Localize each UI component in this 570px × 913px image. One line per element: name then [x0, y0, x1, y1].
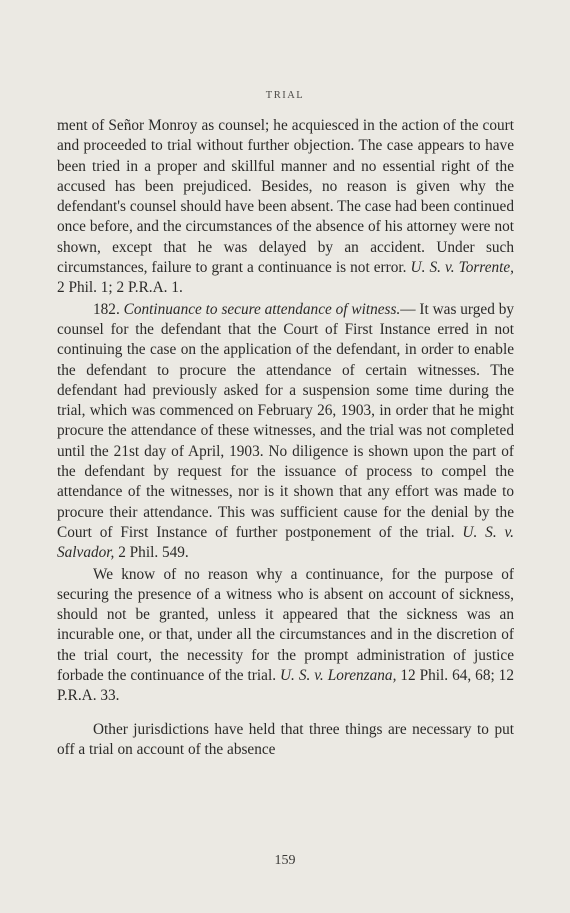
case-citation: U. S. v. Lorenzana,: [279, 667, 397, 685]
text-run: We know of no reason why a continuance, for the purpose of securing the presence of a witness who is absent on account of sickness, should not be granted, unless it appeared that the sickness was an incurable one, or that, under all the circumstances and in the discretion of the trial court, the necessity for the prompt administration of justice forbade the continuance of the trial.: [57, 565, 514, 685]
case-citation: U. S. v. Salvador,: [57, 523, 514, 562]
text-run: 12 Phil. 64, 68; 12 P.R.A. 33.: [57, 667, 514, 705]
case-citation: U. S. v. Torrente,: [410, 259, 514, 277]
text-run: 2 Phil. 549.: [114, 544, 189, 562]
text-run: ment of Señor Monroy as counsel; he acquiesced in the action of the court and proceeded to trial without further objection. The case appears to have been tried in a proper and skillful manner and no essential right of the accused has been prejudiced. Besides, no reason is given why the defendant's counsel should have been absent. The case had been continued once before, and the circumstances of the absence of his attorney were not shown, except that he was delayed by an accident. Under such circumstances, failure to grant a continuance is not error.: [57, 117, 514, 277]
paragraph-continuation: [57, 116, 514, 299]
body-text: [57, 116, 514, 760]
running-head: TRIAL: [265, 90, 305, 101]
paragraph: [57, 565, 514, 707]
text-run: Other jurisdictions have held that three things are necessary to put off a trial on account of the absence: [57, 720, 514, 758]
page-number: 159: [274, 853, 296, 868]
paragraph: [57, 720, 514, 761]
section-number: 182.: [93, 300, 124, 318]
text-run: 2 Phil. 1; 2 P.R.A. 1.: [57, 279, 183, 297]
section-182-paragraph: [57, 300, 514, 564]
text-run: — It was urged by counsel for the defendant that the Court of First Instance erred in not continuing the case on the application of the defendant, in order to enable the defendant to procure the attendance of certain witnesses. The defendant had previously asked for a suspension some time during the trial, which was commenced on February 26, 1903, in order that he might procure the attendance of these witnesses, and the trial was not completed until the 21st day of April, 1903. No diligence is shown upon the part of the defendant by request for the issuance of process to compel the attendance of the witnesses, nor is it shown that any effort was made to procure their attendance. This was sufficient cause for the denial by the Court of First Instance of further postponement of the trial.: [57, 300, 514, 541]
section-heading: Continuance to secure attendance of witness.: [123, 300, 401, 318]
